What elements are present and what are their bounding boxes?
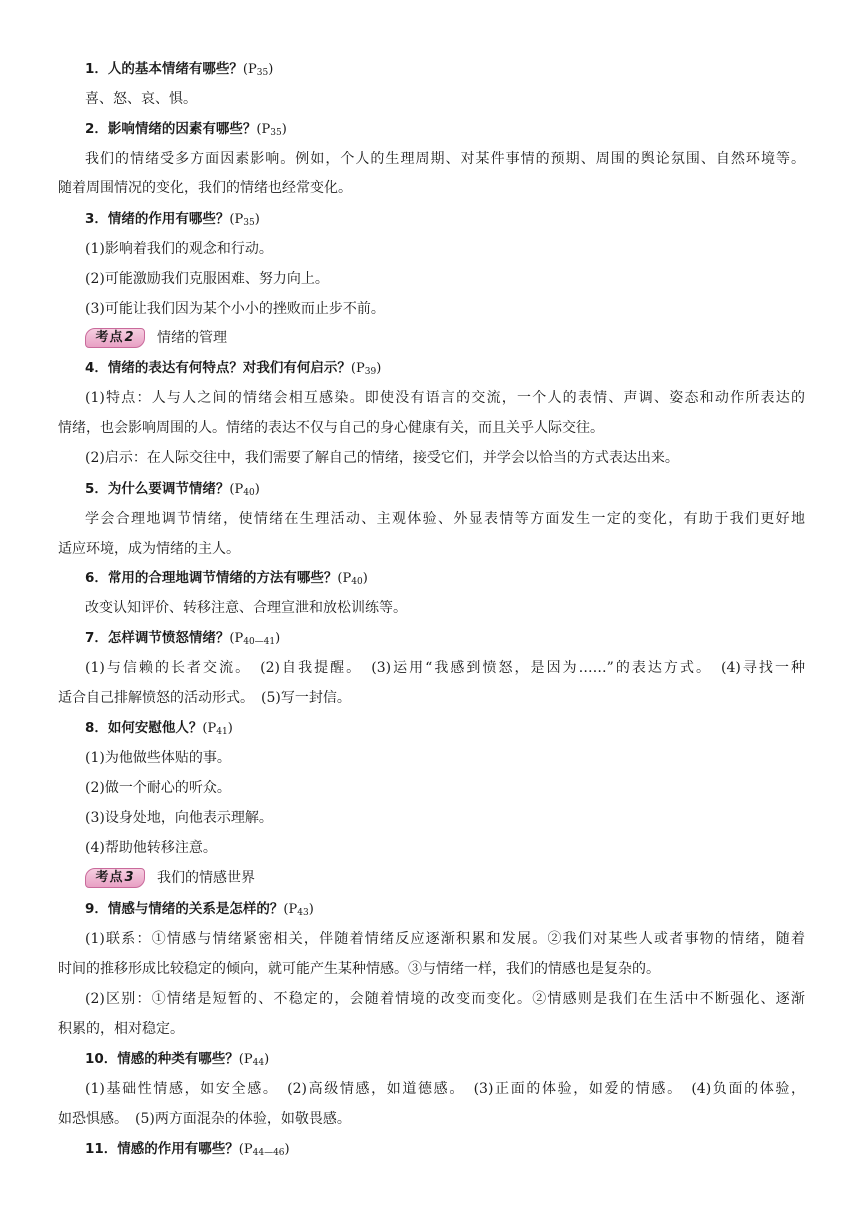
answer-continuation: 情绪，也会影响周围的人。情绪的表达不仅与自己的身心健康有关，而且关乎人际交往。 [58, 420, 604, 436]
question-8: 8．如何安慰他人？$(P_{41})$ [85, 720, 233, 737]
section-header-kaodian-3 [85, 867, 255, 889]
answer-line: (1)为他做些体贴的事。 [85, 750, 231, 766]
answer-line: (1)联系：①情感与情绪紧密相关，伴随着情绪反应逐渐积累和发展。②我们对某些人或者事物的情绪，随着 [85, 931, 805, 947]
question-1: 1．人的基本情绪有哪些？$(P_{35})$ [85, 61, 274, 78]
answer-line: (3)设身处地，向他表示理解。 [85, 810, 273, 826]
question-11: 11．情感的作用有哪些？$(P_{44—46})$ [85, 1141, 290, 1158]
answer-line: (1)影响着我们的观念和行动。 [85, 241, 273, 257]
answer-line: (4)帮助他转移注意。 [85, 840, 217, 856]
question-3: 3．情绪的作用有哪些？$(P_{35})$ [85, 211, 260, 228]
section-title: 我们的情感世界 [157, 870, 255, 886]
question-2: 2．影响情绪的因素有哪些？$(P_{35})$ [85, 121, 287, 138]
answer-continuation: 随着周围情况的变化，我们的情绪也经常变化。 [58, 180, 352, 196]
answer-line: 改变认知评价、转移注意、合理宣泄和放松训练等。 [85, 600, 407, 616]
answer-continuation: 积累的，相对稳定。 [58, 1021, 184, 1037]
answer-line: (2)做一个耐心的听众。 [85, 780, 231, 796]
answer-line: (2)区别：①情绪是短暂的、不稳定的，会随着情境的改变而变化。②情感则是我们在生活中不断强化、逐渐 [85, 991, 805, 1007]
answer-line: (1)特点：人与人之间的情绪会相互感染。即使没有语言的交流，一个人的表情、声调、姿态和动作所表达的 [85, 390, 805, 406]
kaodian-badge: 考点 2 [85, 328, 145, 348]
question-5: 5．为什么要调节情绪？$(P_{40})$ [85, 481, 260, 498]
answer-line: 我们的情绪受多方面因素影响。例如，个人的生理周期、对某件事情的预期、周围的舆论氛围、自然环境等。 [85, 151, 805, 167]
answer-line: (1)与信赖的长者交流。 (2)自我提醒。 (3)运用“我感到愤怒，是因为……”的表达方式。 (4)寻找一种 [85, 660, 805, 676]
answer-continuation: 适合自己排解愤怒的活动形式。 (5)写一封信。 [58, 690, 351, 706]
answer-line: (3)可能让我们因为某个小小的挫败而止步不前。 [85, 301, 385, 317]
question-4: 4．情绪的表达有何特点？对我们有何启示？$(P_{39})$ [85, 360, 382, 377]
answer-line: (2)可能激励我们克服困难、努力向上。 [85, 271, 329, 287]
answer-continuation: 适应环境，成为情绪的主人。 [58, 541, 240, 557]
section-header-kaodian-2 [85, 327, 227, 349]
question-9: 9．情感与情绪的关系是怎样的？$(P_{43})$ [85, 901, 314, 918]
question-6: 6．常用的合理地调节情绪的方法有哪些？$(P_{40})$ [85, 570, 368, 587]
question-10: 10．情感的种类有哪些？$(P_{44})$ [85, 1051, 270, 1068]
section-title: 情绪的管理 [157, 330, 227, 346]
answer-line: (2)启示：在人际交往中，我们需要了解自己的情绪，接受它们，并学会以恰当的方式表达出来。 [85, 450, 679, 466]
answer-continuation: 时间的推移形成比较稳定的倾向，就可能产生某种情感。③与情绪一样，我们的情感也是复杂的。 [58, 961, 660, 977]
answer-line: 喜、怒、哀、惧。 [85, 91, 197, 107]
answer-line: (1)基础性情感，如安全感。 (2)高级情感，如道德感。 (3)正面的体验，如爱的情感。 (4)负面的体验， [85, 1081, 805, 1097]
answer-line: 学会合理地调节情绪，使情绪在生理活动、主观体验、外显表情等方面发生一定的变化，有助于我们更好地 [85, 511, 805, 527]
question-7: 7．怎样调节愤怒情绪？$(P_{40—41})$ [85, 630, 281, 647]
answer-continuation: 如恐惧感。 (5)两方面混杂的体验，如敬畏感。 [58, 1111, 351, 1127]
kaodian-badge: 考点 3 [85, 868, 145, 888]
